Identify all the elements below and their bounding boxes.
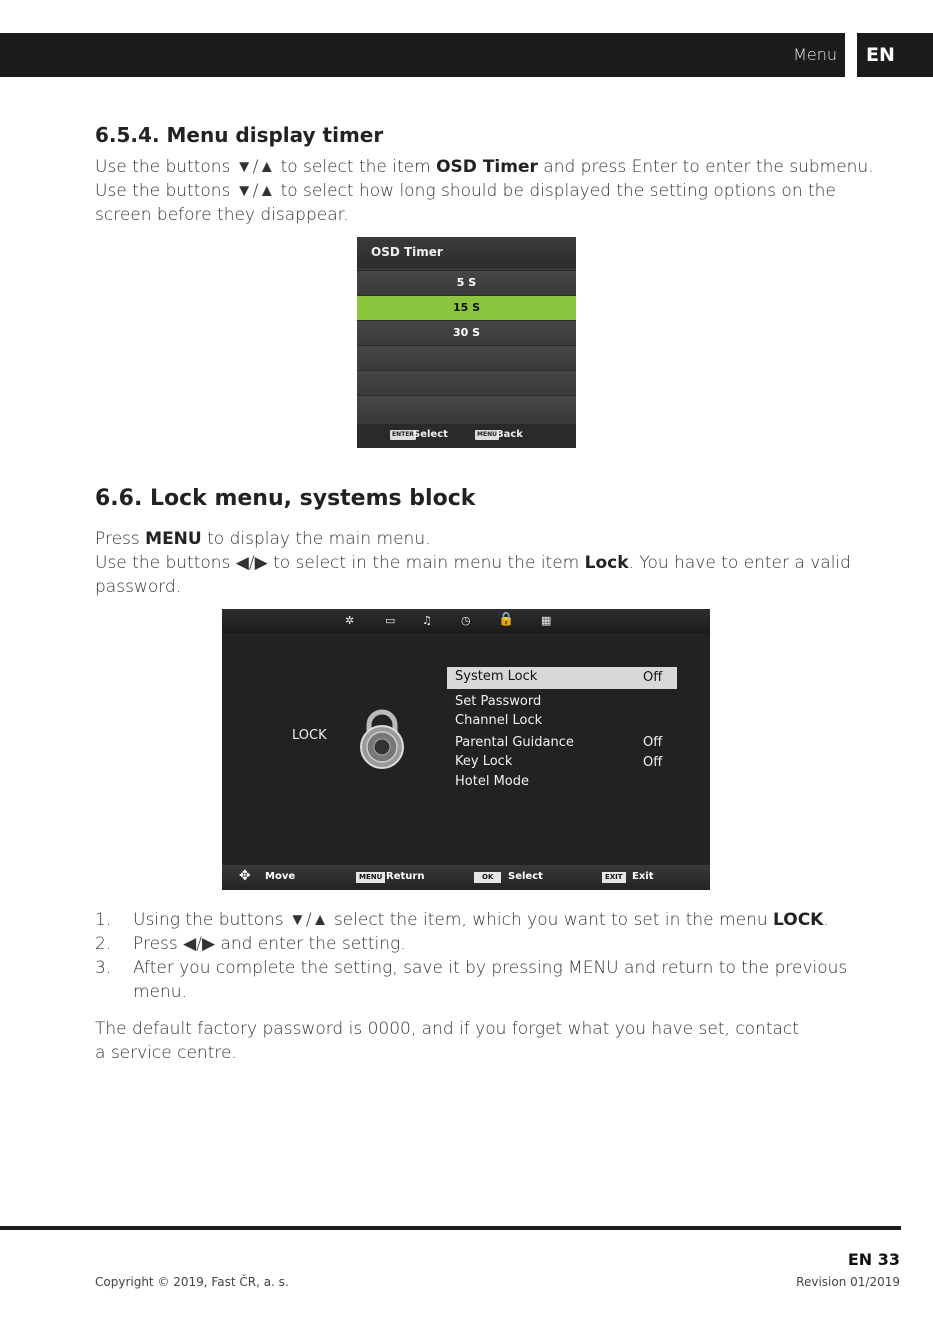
revision: Revision 01/2019 — [796, 1275, 900, 1289]
osd-option: 5 S — [357, 270, 576, 295]
section-title-66: 6.6. Lock menu, systems block — [95, 486, 476, 511]
back-hint: Back — [496, 429, 523, 440]
exit-hint: Exit — [632, 871, 654, 882]
paragraph-line: Use the buttons ▼/▲ to select how long should be displayed the setting options on the — [95, 181, 836, 201]
footer-rule — [0, 1226, 901, 1230]
menu-item-channel-lock[interactable]: Channel Lock — [455, 713, 543, 728]
move-arrows-icon: ✥ — [239, 868, 251, 884]
key-lock-value: Off — [643, 755, 663, 770]
osd-title-bar — [357, 237, 576, 268]
note-line: The default factory password is 0000, and if you forget what you have set, contact — [95, 1019, 799, 1039]
menu-item-hotel-mode[interactable]: Hotel Mode — [455, 774, 529, 789]
select-hint: Select — [508, 871, 543, 882]
parental-guidance-value: Off — [643, 735, 663, 750]
lock-label: LOCK — [292, 728, 327, 743]
menu-item-key-lock[interactable]: Key Lock — [455, 754, 513, 769]
paragraph-line: password. — [95, 577, 182, 597]
time-icon: ◷ — [461, 614, 471, 627]
menu-key-icon: MENU — [356, 872, 385, 883]
section-label: Menu — [793, 45, 837, 64]
return-hint: Return — [386, 871, 425, 882]
osd-option: 30 S — [357, 320, 576, 345]
main-menu-icon-bar — [222, 609, 710, 633]
setup-icon: ▦ — [541, 614, 552, 627]
language-label: EN — [866, 44, 895, 66]
ok-key-icon: OK — [474, 872, 501, 883]
header-bar — [0, 33, 845, 77]
enter-key-icon: ENTER — [392, 431, 414, 438]
osd-title: OSD Timer — [371, 245, 443, 259]
copyright: Copyright © 2019, Fast ČR, a. s. — [95, 1275, 289, 1289]
menu-item-parental-guidance[interactable]: Parental Guidance — [455, 735, 574, 750]
note-line: a service centre. — [95, 1043, 237, 1063]
osd-timer-screenshot — [357, 237, 576, 448]
system-lock-value: Off — [643, 670, 663, 685]
exit-key-icon: EXIT — [602, 872, 626, 883]
picture-icon: ✲ — [345, 614, 355, 627]
page-number: EN 33 — [847, 1250, 900, 1269]
language-badge — [857, 33, 933, 77]
osd-option-empty — [357, 345, 576, 370]
osd-option-empty — [357, 395, 576, 420]
menu-key-icon: MENU — [477, 431, 497, 438]
osd-option-selected: 15 S — [357, 295, 576, 320]
paragraph-line: Use the buttons ▼/▲ to select the item OSD Timer and press Enter to enter the submenu. — [95, 157, 874, 177]
paragraph-line: Press MENU to display the main menu. — [95, 529, 431, 549]
paragraph-line: Use the buttons ◀/▶ to select in the main menu the item Lock. You have to enter a valid — [95, 553, 851, 573]
menu-item-system-lock[interactable]: System Lock — [455, 669, 538, 684]
select-hint: Select — [413, 429, 448, 440]
sound-icon: ♫ — [422, 614, 432, 627]
menu-item-set-password[interactable]: Set Password — [455, 694, 542, 709]
lock-menu-screenshot — [222, 609, 710, 890]
osd-option-empty — [357, 370, 576, 395]
padlock-icon — [355, 709, 409, 769]
osd-footer — [357, 424, 576, 448]
lock-bottom-bar — [222, 865, 710, 890]
lock-icon: 🔒 — [498, 612, 515, 627]
move-hint: Move — [265, 871, 296, 882]
screen-icon: ▭ — [385, 614, 396, 627]
paragraph-line: screen before they disappear. — [95, 205, 349, 225]
section-title-654: 6.5.4. Menu display timer — [95, 123, 384, 147]
